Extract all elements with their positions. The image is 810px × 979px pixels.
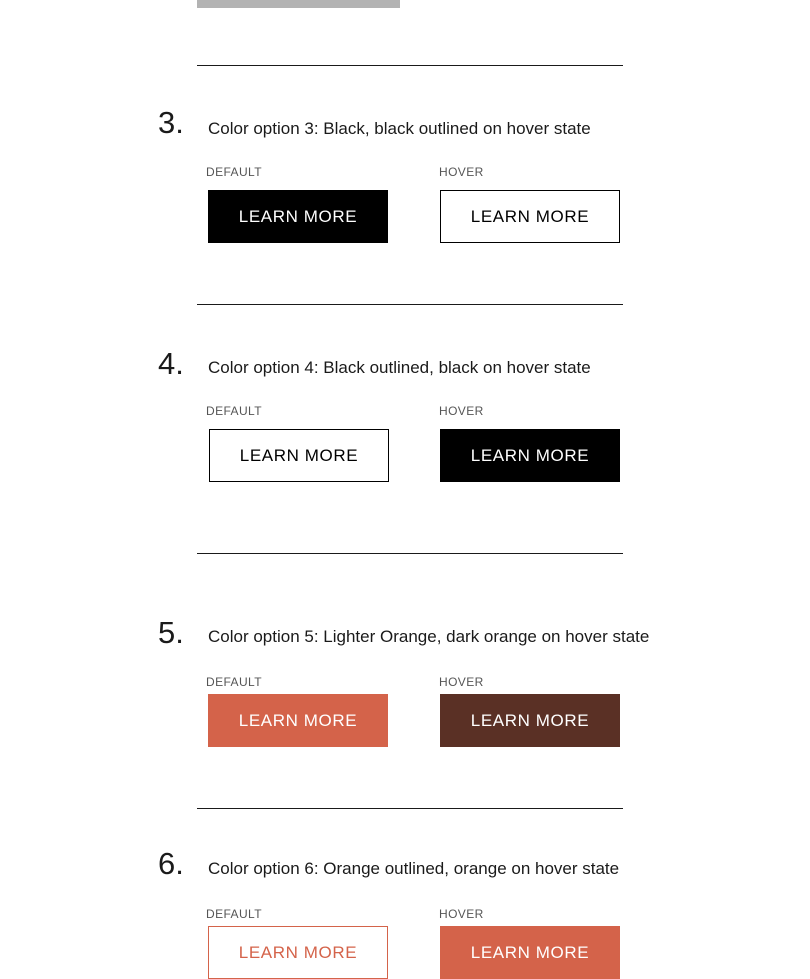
- section-divider: [197, 304, 623, 305]
- hover-state-label: HOVER: [439, 165, 484, 179]
- option-description: Color option 4: Black outlined, black on hover state: [208, 358, 591, 377]
- option-number: 5.: [158, 615, 184, 650]
- hover-state-label: HOVER: [439, 404, 484, 418]
- learn-more-button-hover[interactable]: LEARN MORE: [440, 190, 620, 243]
- option-number: 4.: [158, 346, 184, 381]
- default-state-label: DEFAULT: [206, 165, 262, 179]
- default-state-label: DEFAULT: [206, 907, 262, 921]
- learn-more-button-default[interactable]: LEARN MORE: [209, 429, 389, 482]
- option-description: Color option 3: Black, black outlined on hover state: [208, 119, 591, 138]
- hover-state-label: HOVER: [439, 907, 484, 921]
- learn-more-button-hover[interactable]: LEARN MORE: [440, 694, 620, 747]
- learn-more-button-default[interactable]: LEARN MORE: [208, 190, 388, 243]
- option-description: Color option 5: Lighter Orange, dark orange on hover state: [208, 627, 650, 646]
- option-number: 3.: [158, 105, 184, 140]
- section-divider: [197, 553, 623, 554]
- hover-state-label: HOVER: [439, 675, 484, 689]
- previous-option-swatch: [197, 0, 400, 8]
- option-number: 6.: [158, 846, 184, 881]
- default-state-label: DEFAULT: [206, 404, 262, 418]
- default-state-label: DEFAULT: [206, 675, 262, 689]
- learn-more-button-default[interactable]: LEARN MORE: [208, 926, 388, 979]
- section-divider: [197, 808, 623, 809]
- option-description: Color option 6: Orange outlined, orange on hover state: [208, 859, 620, 878]
- learn-more-button-hover[interactable]: LEARN MORE: [440, 429, 620, 482]
- section-divider: [197, 65, 623, 66]
- learn-more-button-hover[interactable]: LEARN MORE: [440, 926, 620, 979]
- learn-more-button-default[interactable]: LEARN MORE: [208, 694, 388, 747]
